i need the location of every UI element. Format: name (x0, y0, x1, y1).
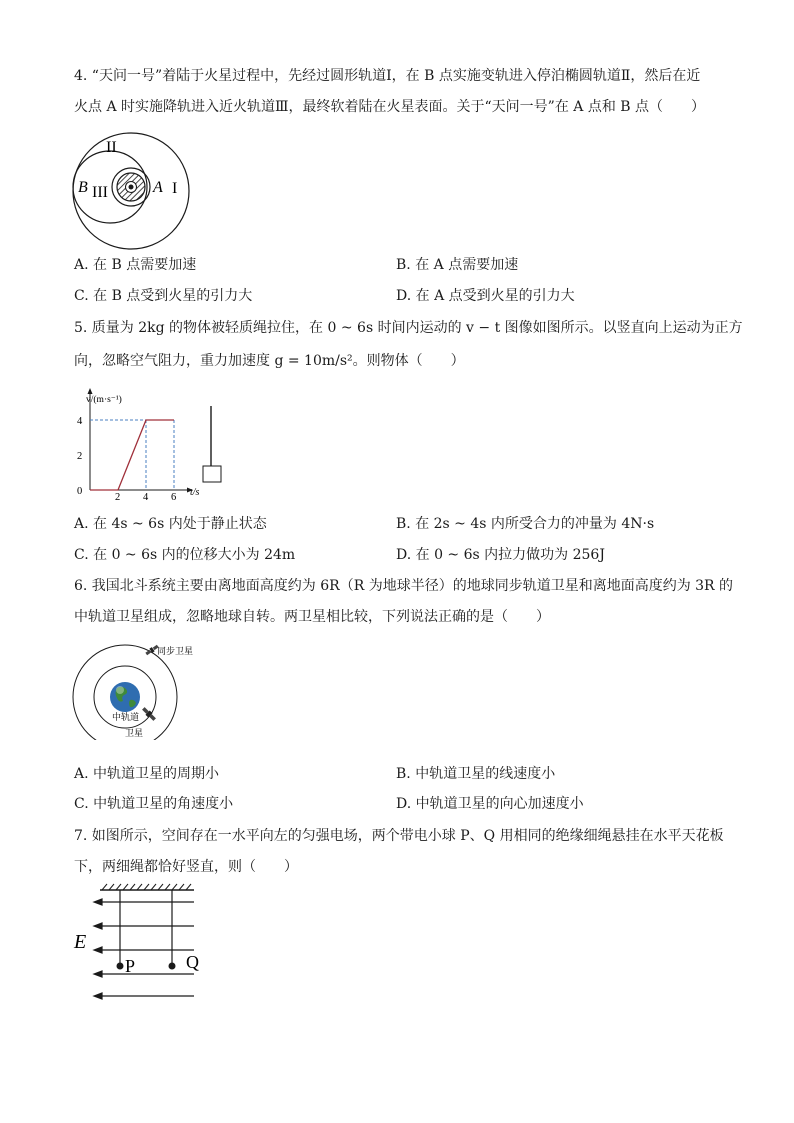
q4-option-a: A. 在 B 点需要加速 (74, 257, 197, 273)
q7-line-2: 下，两细绳都恰好竖直，则（ ） (74, 859, 298, 875)
vt-graph (66, 388, 236, 500)
q5-option-d: D. 在 0 ~ 6s 内拉力做功为 256J (396, 547, 605, 563)
vt-series-line (90, 420, 174, 490)
orbit-2-label: II (106, 139, 117, 156)
y-tick-label: 0 (77, 486, 83, 497)
q6-option-c: C. 中轨道卫星的角速度小 (74, 796, 234, 812)
x-tick-label: 6 (171, 492, 177, 500)
y-axis-arrow (88, 388, 93, 394)
point-a-label: A (153, 179, 163, 196)
ball-p (117, 963, 124, 970)
ball-q (169, 963, 176, 970)
field-lines (94, 899, 194, 999)
q6-option-b: B. 中轨道卫星的线速度小 (396, 766, 556, 782)
earth-icon (110, 682, 140, 712)
y-axis-label: v/(m·s⁻¹) (86, 395, 122, 405)
ceiling-hatch (102, 884, 191, 890)
y-tick-label: 2 (77, 451, 83, 462)
q5-option-c: C. 在 0 ~ 6s 内的位移大小为 24m (74, 547, 296, 563)
geo-satellite-label: 同步卫星 (157, 646, 194, 656)
q5-line-2: 向，忽略空气阻力，重力加速度 g = 10m/s²。则物体（ ） (74, 353, 465, 369)
q4-option-c: C. 在 B 点受到火星的引力大 (74, 288, 253, 304)
q5-line-1: 5. 质量为 2kg 的物体被轻质绳拉住，在 0 ~ 6s 时间内运动的 v − t 图像如图所示。以竖直向上运动为正方 (74, 320, 743, 336)
earth-highlight (116, 686, 124, 694)
q6-option-a: A. 中轨道卫星的周期小 (74, 766, 220, 782)
q4-line-1: 4. “天问一号”着陆于火星过程中，先经过圆形轨道Ⅰ，在 B 点实施变轨进入停泊椭圆轨道Ⅱ，然后在近 (74, 68, 701, 84)
q6-line-1: 6. 我国北斗系统主要由离地面高度约为 6R（R 为地球半径）的地球同步轨道卫星和离地面高度约为 3R 的 (74, 578, 734, 594)
q5-option-b: B. 在 2s ~ 4s 内所受合力的冲量为 4N·s (396, 516, 655, 532)
q6-line-2: 中轨道卫星组成，忽略地球自转。两卫星相比较，下列说法正确的是（ ） (74, 609, 550, 625)
ball-p-label: P (125, 956, 136, 976)
orbit-3-label: III (92, 184, 108, 201)
orbit-1-label: I (172, 180, 178, 197)
satellite-orbit-diagram (70, 640, 210, 740)
y-tick-label: 4 (77, 416, 83, 427)
q5-option-a: A. 在 4s ~ 6s 内处于静止状态 (74, 516, 267, 532)
meo-satellite-label-1: 中轨道 (112, 712, 140, 722)
q6-option-d: D. 中轨道卫星的向心加速度小 (396, 796, 584, 812)
ball-q-label: Q (186, 952, 199, 972)
field-label-e: E (74, 931, 87, 953)
mars-core-dot (129, 185, 134, 190)
x-tick-label: 4 (143, 492, 149, 500)
meo-satellite-icon (141, 706, 157, 722)
mars-orbit-diagram (70, 130, 192, 252)
hanging-block (203, 466, 221, 482)
q4-line-2: 火点 A 时实施降轨进入近火轨道Ⅲ，最终软着陆在火星表面。关于“天问一号”在 A 点和 B 点（ ） (74, 99, 706, 115)
electric-field-diagram (70, 882, 210, 1006)
q4-option-d: D. 在 A 点受到火星的引力大 (396, 288, 575, 304)
point-b-label: B (78, 179, 88, 196)
x-axis-label: t/s (190, 487, 200, 498)
meo-satellite-label-2: 卫星 (125, 728, 144, 738)
x-tick-label: 2 (115, 492, 121, 500)
q7-line-1: 7. 如图所示，空间存在一水平向左的匀强电场，两个带电小球 P、Q 用相同的绝缘细绳悬挂在水平天花板 (74, 828, 724, 844)
q4-option-b: B. 在 A 点需要加速 (396, 257, 519, 273)
